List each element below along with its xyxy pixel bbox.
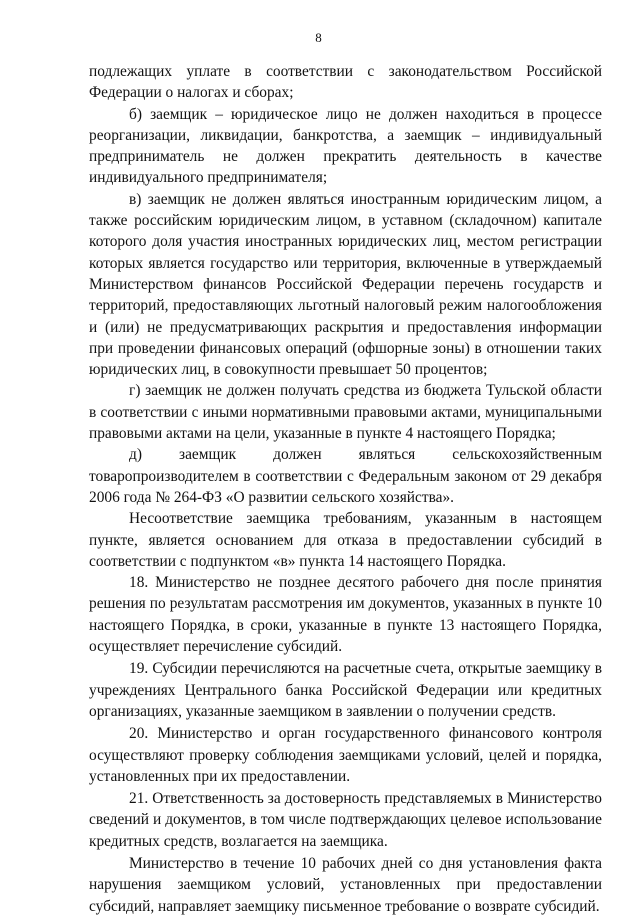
- paragraph-noncompliance: Несоответствие заемщика требованиям, указанным в настоящем пункте, является основанием для отказа в предоставлении субсидий в соответствии с подпунктом «в» пункта 14 настоящего Порядка.: [89, 510, 602, 570]
- paragraph-item-g: г) заемщик не должен получать средства из бюджета Тульской области в соответствии с иными нормативными правовыми актами, муниципальными правовыми актами на цели, указанные в пункте 4 настоящего Порядка;: [89, 382, 602, 443]
- paragraph-18: 18. Министерство не позднее десятого рабочего дня после принятия решения по результатам рассмотрения им документов, указанных в пункте 10 настоящего Порядка, в сроки, указанные в пункте 13 настоящего Порядка, осуществляет перечисление субсидий.: [89, 574, 602, 656]
- paragraph-item-v: в) заемщик не должен являться иностранным юридическим лицом, а также российским юридическим лицом, в уставном (складочном) капитале которого доля участия иностранных юридических лиц, местом регистрации которых является государство или территория, включенные в утверждаемый Министерством финансов Российской Федерации перечень государств и территорий, предоставляющих льготный налоговый режим налогообложения и (или) не предусматривающих раскрытия и предоставления информации при проведении финансовых операций (офшорные зоны) в отношении таких юридических лиц, в совокупности превышает 50 процентов;: [89, 190, 602, 379]
- paragraph-item-d: д) заемщик должен являться сельскохозяйственным товаропроизводителем в соответствии с Федеральным законом от 29 декабря 2006 года № 264-ФЗ «О развитии сельского хозяйства».: [89, 446, 602, 506]
- document-body: [89, 61, 602, 917]
- paragraph-20: 20. Министерство и орган государственного финансового контроля осуществляют проверку соблюдения заемщиками условий, целей и порядка, установленных при их предоставлении.: [89, 725, 602, 785]
- paragraph-item-b: б) заемщик – юридическое лицо не должен находиться в процессе реорганизации, ликвидации, банкротства, а заемщик – индивидуальный предприниматель не должен прекратить деятельность в качестве индивидуального предпринимателя;: [89, 105, 602, 187]
- paragraph-21: 21. Ответственность за достоверность представляемых в Министерство сведений и документов, в том числе подтверждающих целевое использование кредитных средств, возлагается на заемщика.: [89, 790, 602, 850]
- paragraph-continuation: подлежащих уплате в соответствии с законодательством Российской Федерации о налогах и сборах;: [89, 63, 602, 102]
- paragraph-19: 19. Субсидии перечисляются на расчетные счета, открытые заемщику в учреждениях Центрального банка Российской Федерации или кредитных организациях, указанные заемщиком в заявлении о получении средств.: [89, 660, 602, 720]
- page-number: 8: [315, 30, 322, 45]
- paragraph-violation: Министерство в течение 10 рабочих дней со дня установления факта нарушения заемщиком условий, установленных при предоставлении субсидий, направляет заемщику письменное требование о возврате субсидий.: [89, 854, 602, 915]
